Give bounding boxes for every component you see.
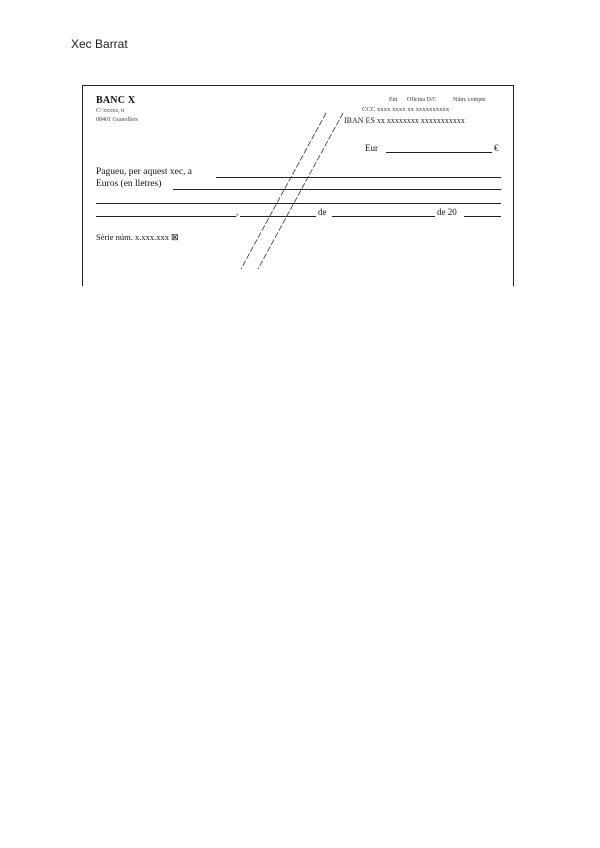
diagonal-line-right xyxy=(258,113,343,269)
header-oficina-dc: Oficina D/C xyxy=(407,97,437,103)
serie-box-icon: ⊠ xyxy=(170,232,179,242)
cheque xyxy=(82,85,514,286)
payee-label: Pagueu, per aquest xec, a xyxy=(96,167,193,177)
date-comma: , xyxy=(236,207,239,217)
header-ent: Ent xyxy=(389,97,398,103)
euro-sign: € xyxy=(494,143,499,153)
diagonal-line-left xyxy=(241,113,326,269)
ccc-number: CCC xxxx xxxx xx xxxxxxxxxx xyxy=(362,106,450,113)
bank-address-line-2: 08401 Granollers xyxy=(96,117,138,123)
crossed-cheque-lines xyxy=(83,86,513,286)
euros-in-words-label: Euros (en lletres) xyxy=(96,179,162,189)
iban-number: IBAN ES xx xxxxxxxx xxxxxxxxxxx xyxy=(344,116,465,125)
header-num-compte: Núm. compte xyxy=(453,97,486,103)
date-year-prefix: de 20 xyxy=(437,207,457,217)
eur-label: Eur xyxy=(365,143,378,153)
date-de-label: de xyxy=(318,207,327,217)
bank-name: BANC X xyxy=(96,95,136,106)
serie-label: Sèrie núm. x.xxx.xxx xyxy=(96,232,169,242)
bank-address-line-1: C/ xxxxx, n xyxy=(96,108,125,114)
page-title: Xec Barrat xyxy=(71,37,128,51)
